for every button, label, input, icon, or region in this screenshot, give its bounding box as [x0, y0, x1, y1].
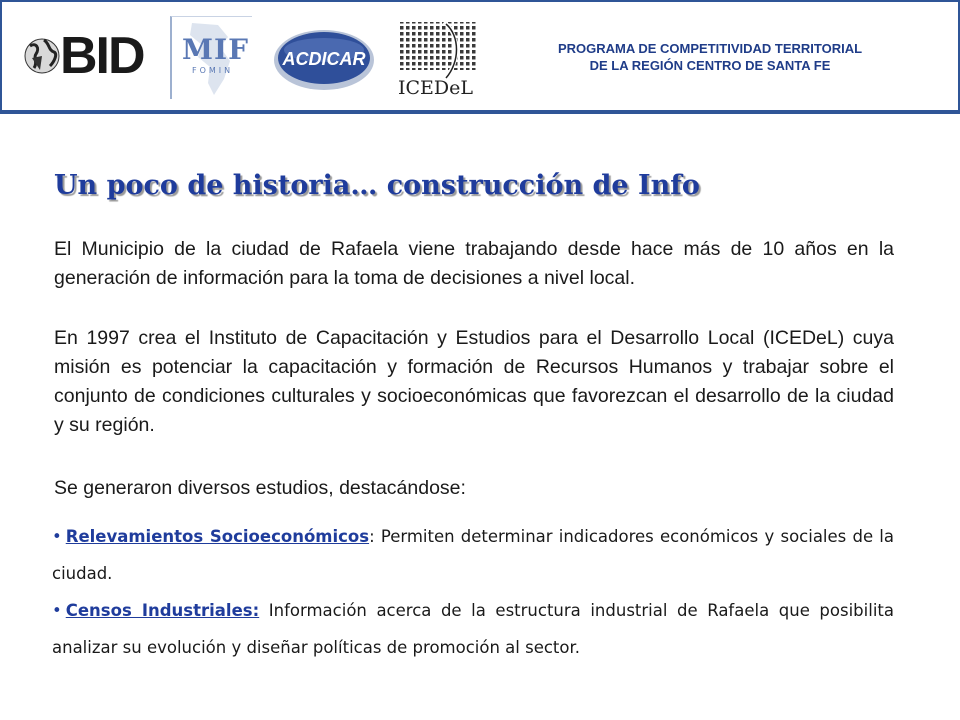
bullet-dot-icon: •: [52, 601, 62, 620]
slide-title: Un poco de historia… construcción de Info: [54, 170, 700, 201]
header-divider: [0, 111, 960, 114]
link-censos[interactable]: Censos Industriales:: [65, 601, 260, 620]
bullet-dot-icon: •: [52, 527, 62, 546]
list-item: [52, 592, 894, 666]
bullet-separator: :: [369, 527, 375, 546]
bid-logo: [24, 27, 144, 85]
icedel-logo: [394, 20, 486, 98]
header-banner: [0, 0, 960, 112]
studies-list: [52, 518, 894, 666]
americas-map-icon: [172, 17, 252, 99]
acdicar-badge-icon: [272, 24, 376, 94]
icedel-grid-icon: [394, 20, 486, 98]
icedel-text: ICEDeL: [398, 77, 474, 98]
program-title-line-1: PROGRAMA DE COMPETITIVIDAD TERRITORIAL: [557, 41, 863, 56]
globe-icon: [24, 32, 60, 80]
bullet-text: Información acerca de la estructura industrial de Rafaela que posibilita analizar su evolución y diseñar políticas de promoción al sector.: [52, 601, 894, 657]
paragraph-studies: Se generaron diversos estudios, destacándose:: [54, 477, 466, 499]
paragraph-icedel: En 1997 crea el Instituto de Capacitación y Estudios para el Desarrollo Local (ICEDeL) cuya misión es potenciar la capacitación y formación de Recursos Humanos y trabajar sobre el conjunto de condiciones culturales y socioeconómicas que favorezcan el desarrollo de la ciudad y su región.: [54, 327, 894, 436]
bid-logo-text: BID: [60, 27, 144, 85]
program-title-line-2: DE LA REGIÓN CENTRO DE SANTA FE: [589, 58, 831, 73]
mif-fomin-logo: [170, 16, 252, 99]
fomin-text: FOMIN: [192, 66, 234, 75]
link-relevamientos[interactable]: Relevamientos Socioeconómicos: [65, 527, 370, 546]
acdicar-logo: [272, 24, 376, 94]
bullet-text: Permiten determinar indicadores económicos y sociales de la ciudad.: [52, 527, 894, 583]
acdicar-text: ACDICAR: [282, 49, 366, 69]
mif-text: MIF: [182, 33, 249, 66]
paragraph-intro: El Municipio de la ciudad de Rafaela viene trabajando desde hace más de 10 años en la generación de información para la toma de decisiones a nivel local.: [54, 238, 894, 289]
list-item: [52, 518, 894, 592]
program-title: [500, 40, 920, 74]
